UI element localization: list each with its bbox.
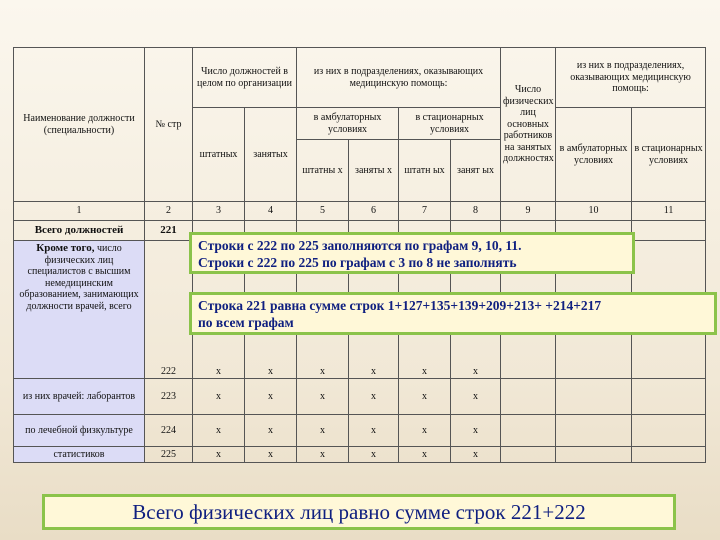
table-row: статистиков 225 x x x x x x xyxy=(14,447,706,463)
row-name: по лечебной физкультуре xyxy=(14,415,145,447)
col-num: 10 xyxy=(556,202,632,221)
col-num: 11 xyxy=(632,202,706,221)
header-ambulatory-occupied: заняты х xyxy=(349,140,399,202)
header-total-positions: Число должностей в целом по организации xyxy=(193,48,297,108)
row-code: 225 xyxy=(145,447,193,463)
col-num: 9 xyxy=(501,202,556,221)
fill-rule-note xyxy=(189,232,635,274)
col-num: 2 xyxy=(145,202,193,221)
header-inpatient-staff: штатн ых xyxy=(399,140,451,202)
header-occupied-total: занятых xyxy=(245,108,297,202)
sum-rule-line: Строка 221 равна сумме строк 1+127+135+139+209+213+ +214+217 xyxy=(198,298,602,313)
sum-rule-line: по всем графам xyxy=(198,314,294,330)
row-code: 222 xyxy=(145,241,193,379)
row-code: 221 xyxy=(145,221,193,241)
fill-rule-line: Строки с 222 по 225 заполняются по графам 9, 10, 11. xyxy=(198,238,522,253)
col-num: 1 xyxy=(14,202,145,221)
table-row: по лечебной физкультуре 224 x x x x x x xyxy=(14,415,706,447)
header-persons-subdivisions: из них в подразделениях, оказывающих медицинскую помощь: xyxy=(556,48,706,108)
header-inpatient-occupied: занят ых xyxy=(451,140,501,202)
col-num: 8 xyxy=(451,202,501,221)
header-position-name: Наименование должности (специальности) xyxy=(14,48,145,202)
total-persons-banner: Всего физических лиц равно сумме строк 221+222 xyxy=(42,494,676,530)
row-name: Кроме того, число физических лиц специалистов с высшим немедицинским образованием, занимающих должности врачей, всего xyxy=(14,241,145,379)
col-num: 6 xyxy=(349,202,399,221)
table-row: из них врачей: лаборантов 223 x x x x x x xyxy=(14,379,706,415)
col-num: 5 xyxy=(297,202,349,221)
col-num: 4 xyxy=(245,202,297,221)
header-ambulatory: в амбулаторных условиях xyxy=(297,108,399,140)
row-code: 224 xyxy=(145,415,193,447)
header-persons-inpatient: в стационарных условиях xyxy=(632,108,706,202)
column-number-row xyxy=(14,202,706,221)
row-name: Всего должностей xyxy=(14,221,145,241)
header-subdivisions: из них в подразделениях, оказывающих медицинскую помощь: xyxy=(297,48,501,108)
header-inpatient: в стационарных условиях xyxy=(399,108,501,140)
fill-rule-line: Строки с 222 по 225 по графам с 3 по 8 не заполнять xyxy=(198,254,517,270)
col-num: 3 xyxy=(193,202,245,221)
row-name: из них врачей: лаборантов xyxy=(14,379,145,415)
header-physical-persons: Число физических лиц основных работников на занятых должностях xyxy=(501,48,556,202)
row-code: 223 xyxy=(145,379,193,415)
header-staff-total: штатных xyxy=(193,108,245,202)
table-row: Кроме того, число физических лиц специалистов с высшим немедицинским образованием, занимающих должности врачей, всего 222 x x x x x x xyxy=(14,241,706,379)
header-row-number: № стр xyxy=(145,48,193,202)
header-ambulatory-staff: штатны х xyxy=(297,140,349,202)
header-persons-ambulatory: в амбулаторных условиях xyxy=(556,108,632,202)
row-name: статистиков xyxy=(14,447,145,463)
col-num: 7 xyxy=(399,202,451,221)
sum-rule-note xyxy=(189,292,717,335)
